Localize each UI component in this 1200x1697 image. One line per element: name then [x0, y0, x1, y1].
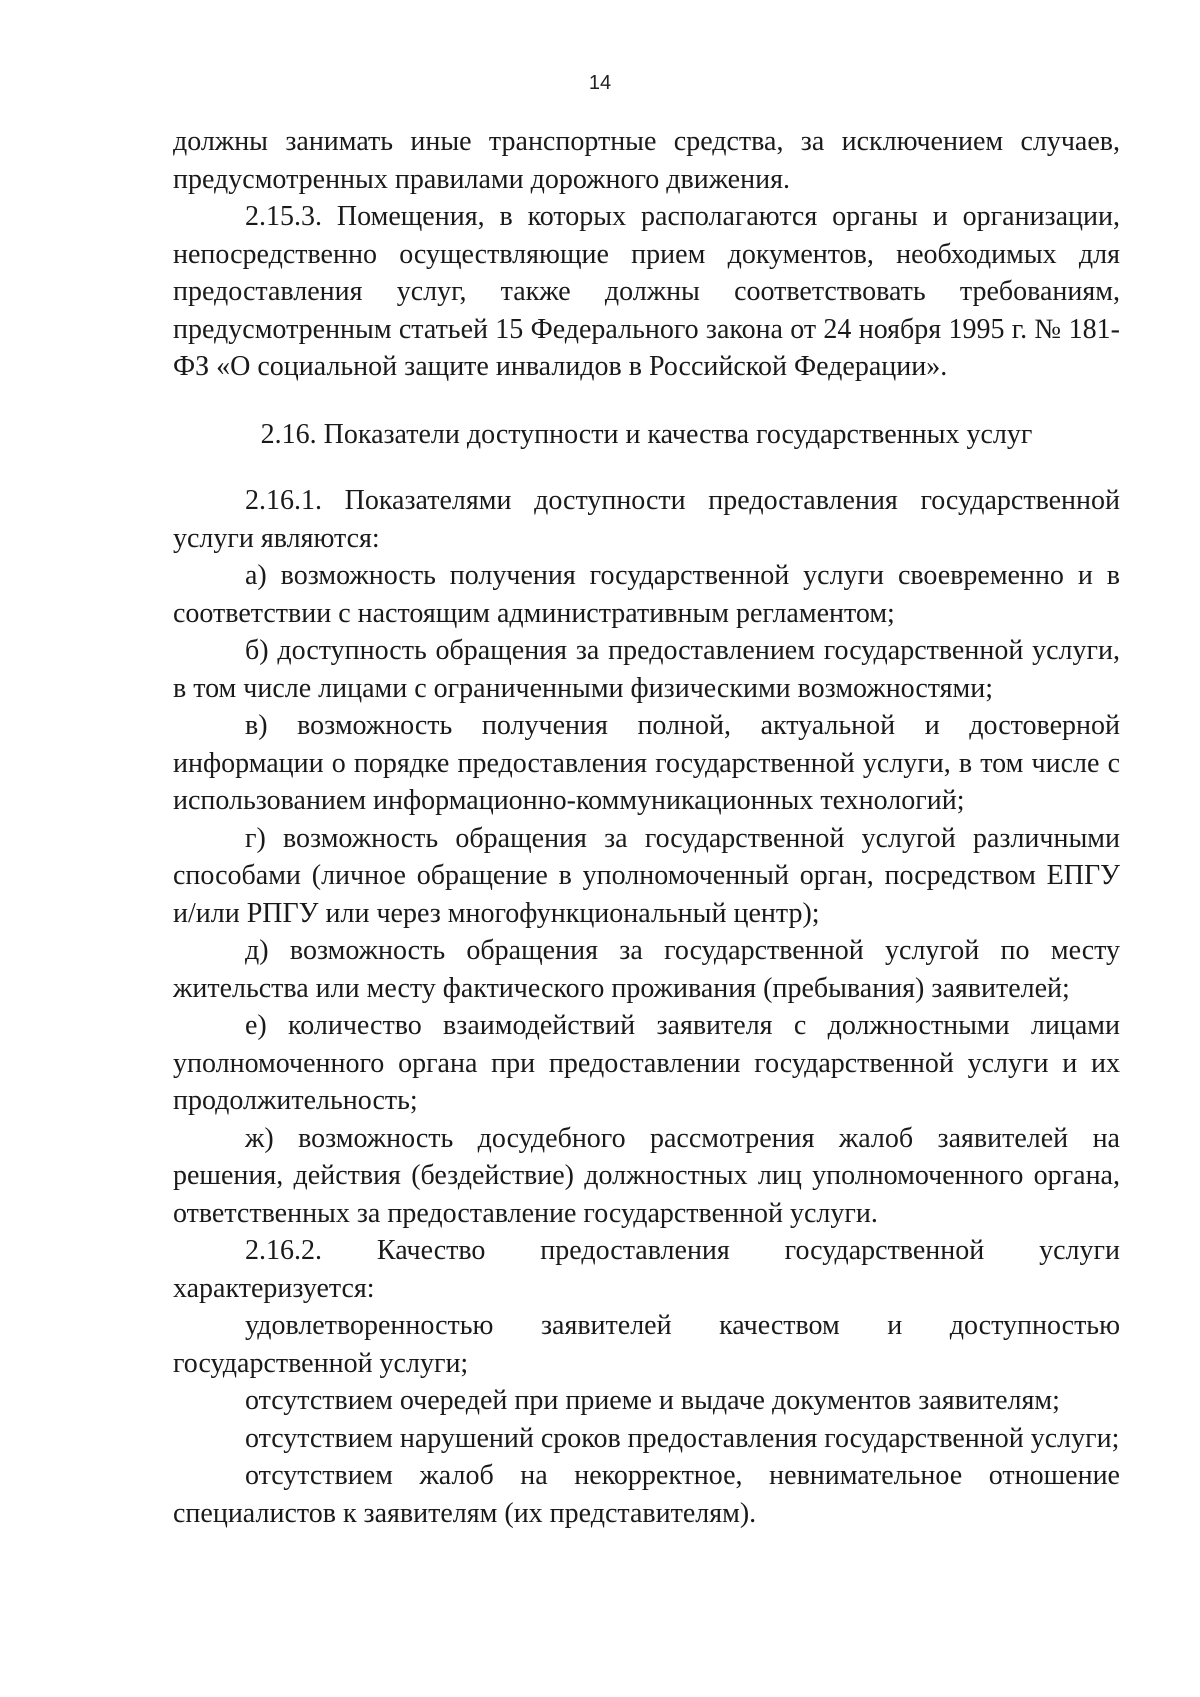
document-body: [173, 123, 1120, 1532]
page-number: 14: [588, 72, 612, 94]
list-item-g: г) возможность обращения за государственной услугой различными способами (личное обращение в уполномоченный орган, посредством ЕПГУ и/или РПГУ или через многофункциональный центр);: [173, 822, 1120, 929]
quality-item-no-deadline-violations: отсутствием нарушений сроков предоставления государственной услуги;: [245, 1422, 1120, 1454]
section-heading-2-16: 2.16. Показатели доступности и качества государственных услуг: [260, 418, 1033, 450]
paragraph-2-16-2: 2.16.2. Качество предоставления государственной услуги характеризуется:: [173, 1235, 1120, 1304]
quality-item-no-queues: отсутствием очередей при приеме и выдаче документов заявителям;: [245, 1385, 1060, 1416]
list-item-v: в) возможность получения полной, актуальной и достоверной информации о порядке предоставления государственной услуги, в том числе с использованием информационно-коммуникационных технологий;: [173, 710, 1120, 816]
list-item-a: а) возможность получения государственной услуги своевременно и в соответствии с настоящим административным регламентом;: [173, 560, 1120, 629]
list-item-zh: ж) возможность досудебного рассмотрения жалоб заявителей на решения, действия (бездействие) должностных лиц уполномоченного органа, ответственных за предоставление государственной услуги.: [173, 1122, 1120, 1229]
paragraph-2-16-1: 2.16.1. Показателями доступности предоставления государственной услуги являются:: [173, 485, 1120, 554]
quality-item-satisfaction: удовлетворенностью заявителей качеством и доступностью государственной услуги;: [173, 1310, 1120, 1379]
paragraph-2-15-3: 2.15.3. Помещения, в которых располагаются органы и организации, непосредственно осуществляющие прием документов, необходимых для предоставления услуг, также должны соответствовать требованиям, предусмотренным статьей 15 Федерального закона от 24 ноября 1995 г. № 181-ФЗ «О социальной защите инвалидов в Российской Федерации».: [173, 201, 1120, 382]
list-item-e: е) количество взаимодействий заявителя с должностными лицами уполномоченного органа при предоставлении государственной услуги и их продолжительность;: [173, 1010, 1120, 1116]
list-item-b: б) доступность обращения за предоставлением государственной услуги, в том числе лицами с ограниченными физическими возможностями;: [173, 635, 1120, 704]
list-item-d: д) возможность обращения за государственной услугой по месту жительства или месту фактического проживания (пребывания) заявителей;: [173, 935, 1120, 1004]
paragraph-continuation: должны занимать иные транспортные средства, за исключением случаев, предусмотренных правилами дорожного движения.: [173, 126, 1120, 195]
quality-item-no-complaints: отсутствием жалоб на некорректное, невнимательное отношение специалистов к заявителям (их представителям).: [173, 1460, 1120, 1529]
